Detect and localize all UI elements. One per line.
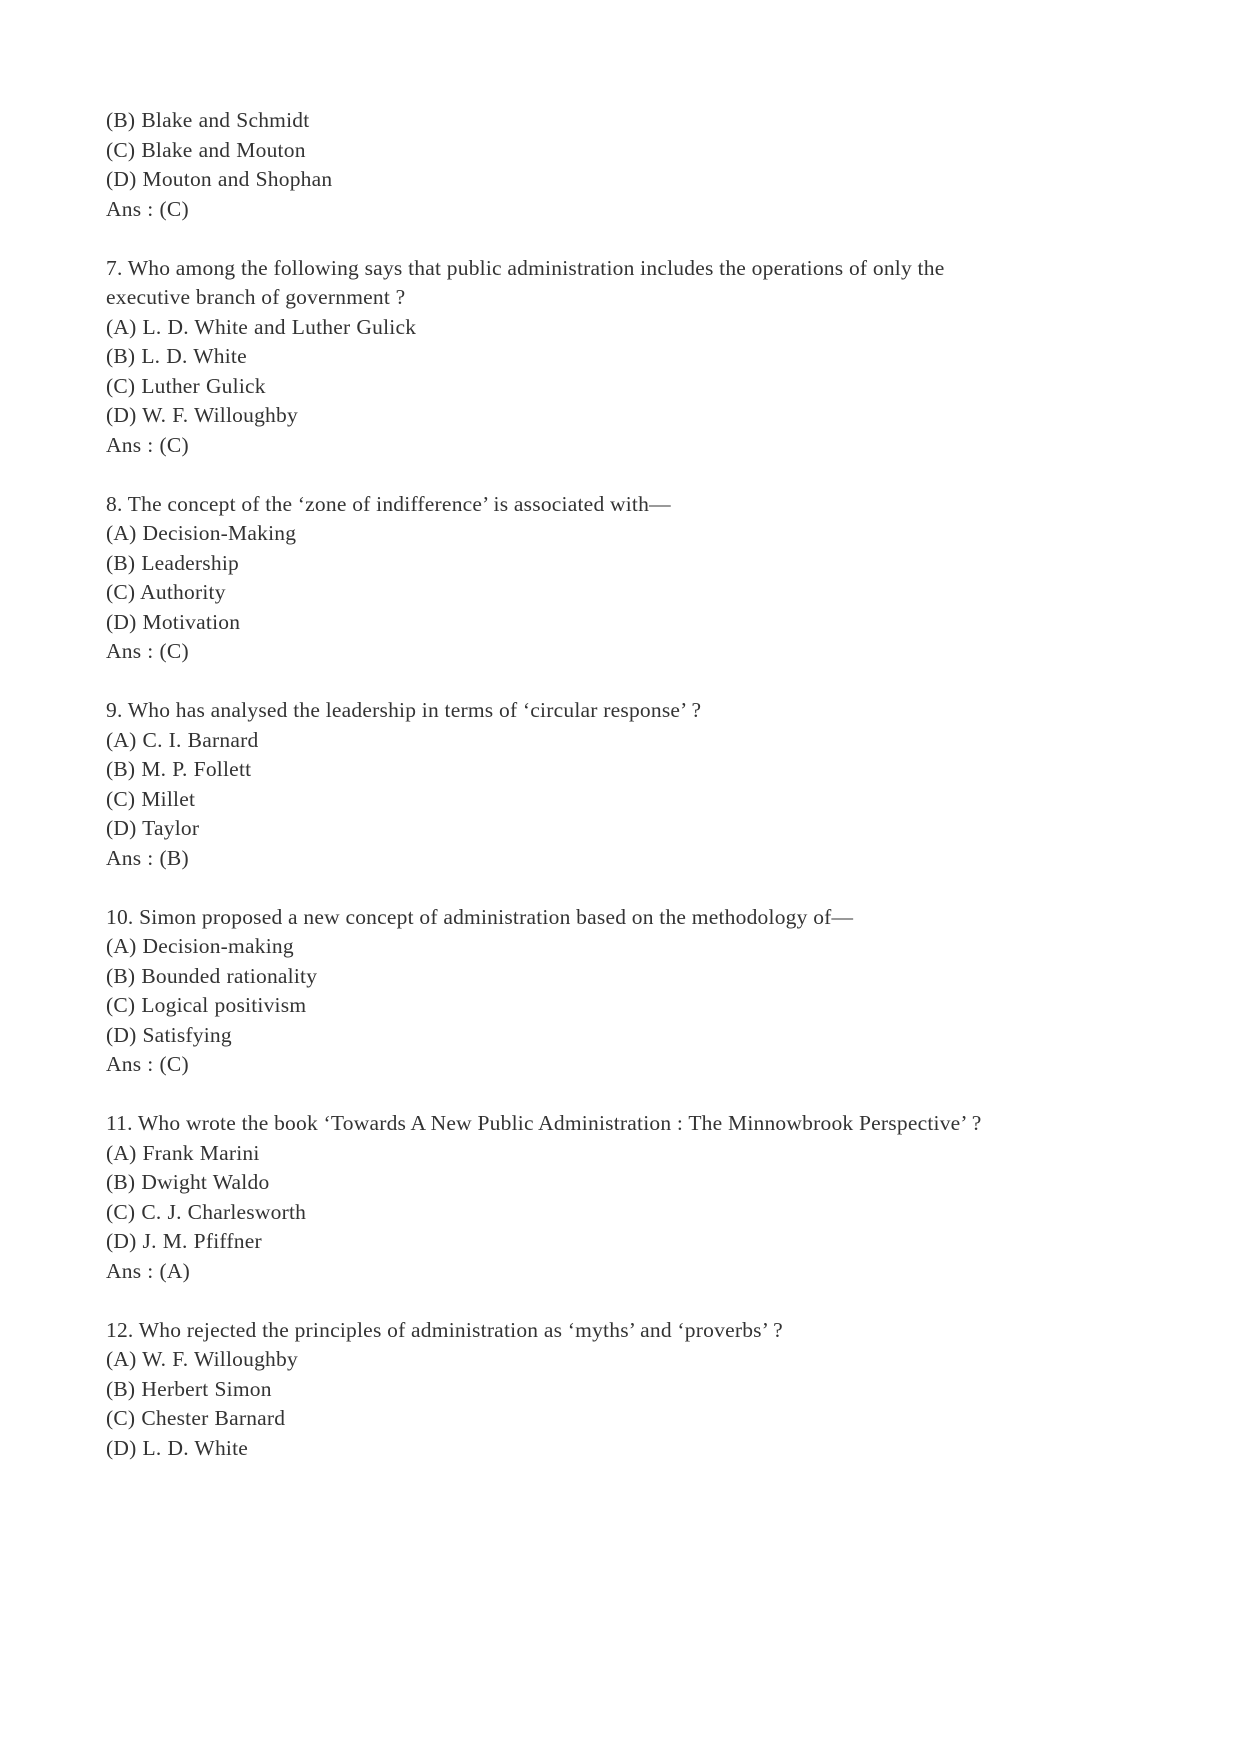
question-block-7 bbox=[106, 254, 1006, 461]
answer-line: Ans : (B) bbox=[106, 845, 189, 870]
option-line: (B) Bounded rationality bbox=[106, 963, 318, 988]
option-line: (B) Herbert Simon bbox=[106, 1376, 272, 1401]
question-block-9 bbox=[106, 696, 1006, 873]
answer-line: Ans : (C) bbox=[106, 639, 189, 663]
answer-line: Ans : (A) bbox=[106, 1258, 191, 1283]
question-text: 9. Who has analysed the leadership in terms of ‘circular response’ ? bbox=[106, 698, 702, 722]
option-line: (A) Frank Marini bbox=[106, 1140, 260, 1165]
option-line: (A) W. F. Willoughby bbox=[106, 1347, 298, 1371]
option-line: (C) Chester Barnard bbox=[106, 1406, 286, 1430]
option-line: (D) L. D. White bbox=[106, 1435, 249, 1460]
option-line: (C) Blake and Mouton bbox=[106, 137, 306, 162]
option-line: (C) Luther Gulick bbox=[106, 373, 266, 398]
document-body bbox=[106, 106, 1006, 1463]
option-line: (D) W. F. Willoughby bbox=[106, 403, 298, 427]
option-line: (C) Logical positivism bbox=[106, 993, 307, 1017]
option-line: (B) Blake and Schmidt bbox=[106, 108, 310, 132]
option-line: (C) C. J. Charlesworth bbox=[106, 1199, 307, 1224]
option-line: (A) L. D. White and Luther Gulick bbox=[106, 314, 417, 339]
option-line: (B) L. D. White bbox=[106, 344, 247, 368]
question-block-8 bbox=[106, 490, 1006, 667]
question-block-11 bbox=[106, 1109, 1006, 1286]
option-line: (A) Decision-Making bbox=[106, 521, 297, 545]
question-block-10 bbox=[106, 903, 1006, 1080]
question-text: 11. Who wrote the book ‘Towards A New Public Administration : The Minnowbrook Perspective’ ? bbox=[106, 1111, 982, 1135]
option-line: (D) J. M. Pfiffner bbox=[106, 1229, 262, 1253]
option-line: (A) C. I. Barnard bbox=[106, 727, 259, 752]
question-text: 10. Simon proposed a new concept of administration based on the methodology of— bbox=[106, 904, 854, 929]
option-line: (B) Leadership bbox=[106, 550, 239, 575]
option-line: (D) Mouton and Shophan bbox=[106, 167, 333, 191]
question-text: 12. Who rejected the principles of administration as ‘myths’ and ‘proverbs’ ? bbox=[106, 1317, 783, 1342]
question-block-12 bbox=[106, 1316, 1006, 1464]
option-line: (C) Authority bbox=[106, 580, 226, 604]
option-line: (D) Satisfying bbox=[106, 1022, 232, 1047]
question-text: 7. Who among the following says that public administration includes the operations of only the executive branch of government ? bbox=[106, 255, 945, 309]
option-line: (C) Millet bbox=[106, 786, 196, 811]
answer-line: Ans : (C) bbox=[106, 196, 189, 221]
answer-line: Ans : (C) bbox=[106, 1052, 189, 1076]
option-line: (B) Dwight Waldo bbox=[106, 1170, 270, 1194]
option-line: (A) Decision-making bbox=[106, 934, 294, 958]
option-line: (B) M. P. Follett bbox=[106, 757, 252, 781]
question-block bbox=[106, 106, 1006, 224]
question-text: 8. The concept of the ‘zone of indifference’ is associated with— bbox=[106, 491, 671, 516]
option-line: (D) Motivation bbox=[106, 609, 241, 634]
option-line: (D) Taylor bbox=[106, 816, 200, 840]
answer-line: Ans : (C) bbox=[106, 432, 189, 457]
